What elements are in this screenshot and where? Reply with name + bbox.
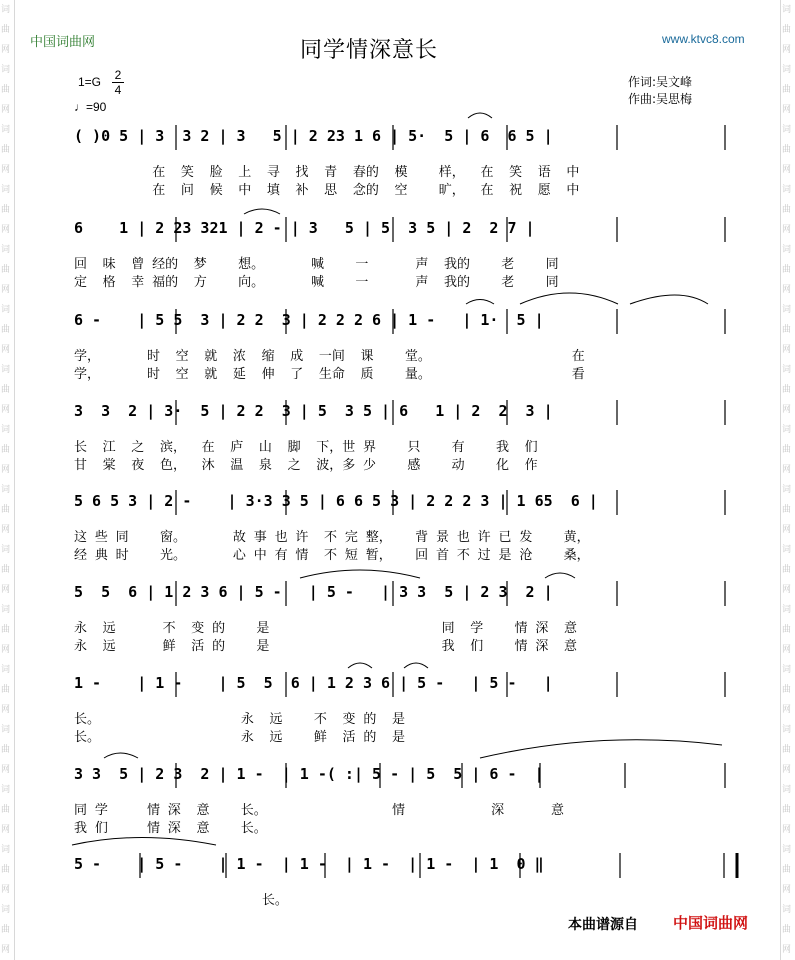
notation-row: 3 3 5 | 2 3 2 | 1 - | 1 -( :| 5 - | 5 5 | 6 - |	[74, 765, 544, 783]
watermark-char: 曲	[782, 865, 792, 875]
watermark-char: 曲	[782, 625, 792, 635]
watermark-char: 词	[782, 305, 792, 315]
tempo-marking: ♩=90	[74, 100, 107, 114]
watermark-char: 词	[1, 245, 11, 255]
lyric-verse-2: 甘 棠 夜 色， 沐 温 泉 之 波，多 少 感 动 化 作	[74, 458, 538, 473]
watermark-char: 网	[782, 165, 792, 175]
lyric-verse-1: 长 江 之 滨， 在 庐 山 脚 下，世 界 只 有 我 们	[74, 440, 538, 455]
watermark-char: 网	[782, 585, 792, 595]
watermark-char: 词	[1, 185, 11, 195]
watermark-char: 曲	[1, 805, 11, 815]
watermark-char: 词	[1, 425, 11, 435]
watermark-char: 词	[1, 65, 11, 75]
watermark-char: 词	[1, 845, 11, 855]
watermark-char: 曲	[782, 205, 792, 215]
watermark-char: 曲	[1, 145, 11, 155]
watermark-char: 词	[1, 905, 11, 915]
watermark-char: 词	[782, 725, 792, 735]
watermark-char: 网	[782, 525, 792, 535]
watermark-char: 词	[782, 485, 792, 495]
watermark-char: 词	[1, 5, 11, 15]
watermark-char: 词	[1, 305, 11, 315]
watermark-char: 网	[782, 405, 792, 415]
watermark-char: 词	[1, 545, 11, 555]
watermark-char: 网	[782, 645, 792, 655]
watermark-char: 词	[1, 605, 11, 615]
lyric-verse-2: 在 问 候 中 填 补 思 念的 空 旷， 在 祝 愿 中	[74, 183, 580, 198]
lyric-verse-1: 学， 时 空 就 浓 缩 成 一间 课 堂。 在	[74, 349, 585, 364]
notation-row: 3 3 2 | 3· 5 | 2 2 3 | 5 3 5 | 6 1 | 2 2 3 |	[74, 402, 553, 420]
watermark-char: 网	[782, 225, 792, 235]
source-brand-link[interactable]: 中国词曲网	[673, 914, 749, 932]
watermark-char: 曲	[782, 25, 792, 35]
watermark-char: 曲	[1, 745, 11, 755]
watermark-char: 词	[782, 245, 792, 255]
source-label: 本曲谱源自	[568, 917, 638, 933]
watermark-char: 网	[1, 885, 11, 895]
watermark-char: 网	[1, 345, 11, 355]
watermark-char: 词	[782, 905, 792, 915]
watermark-char: 曲	[782, 805, 792, 815]
lyric-verse-2: 定 格 幸 福的 方 向。 喊 一 声 我的 老 同	[74, 275, 559, 290]
watermark-char: 曲	[1, 445, 11, 455]
watermark-char: 词	[782, 605, 792, 615]
watermark-char: 网	[782, 945, 792, 955]
watermark-char: 曲	[1, 325, 11, 335]
watermark-char: 网	[1, 465, 11, 475]
watermark-char: 词	[782, 125, 792, 135]
notation-row: 5 - | 5 - | 1 - | 1 - | 1 - | 1 - | 1 0 ‖	[74, 855, 544, 873]
watermark-char: 网	[1, 945, 11, 955]
watermark-char: 曲	[782, 85, 792, 95]
watermark-char: 词	[782, 425, 792, 435]
watermark-char: 词	[782, 665, 792, 675]
watermark-char: 曲	[1, 505, 11, 515]
watermark-char: 曲	[1, 265, 11, 275]
watermark-char: 曲	[782, 685, 792, 695]
lyric-verse-1: 回 味 曾 经的 梦 想。 喊 一 声 我的 老 同	[74, 257, 559, 272]
lyric-verse-2: 永 远 鲜 活 的 是 我 们 情 深 意	[74, 639, 578, 654]
time-signature-top: 2	[114, 68, 122, 82]
notation-row: 5 6 5 3 | 2 - | 3·3 3 5 | 6 6 5 3 | 2 2 2 3 | 1 65 6 |	[74, 492, 598, 510]
lyricist-credit: 作词:吴文峰	[628, 75, 693, 89]
watermark-char: 词	[1, 725, 11, 735]
watermark-char: 曲	[782, 565, 792, 575]
lyric-verse-2: 长。 永 远 鲜 活 的 是	[74, 730, 405, 745]
lyric-verse-1: 永 远 不 变 的 是 同 学 情 深 意	[74, 621, 578, 636]
watermark-char: 词	[782, 785, 792, 795]
notation-row: ( )0 5 | 3 3 2 | 3 5 | 2 23 1 6 | 5· 5 | 6 6 5 |	[74, 127, 553, 145]
lyric-verse-2: 我 们 情 深 意 长。	[74, 821, 267, 836]
watermark-char: 曲	[1, 385, 11, 395]
notation-row: 6 - | 5 5 3 | 2 2 3 | 2 2 2 6 | 1 - | 1· 5 |	[74, 311, 544, 329]
watermark-char: 曲	[1, 205, 11, 215]
watermark-char: 曲	[1, 685, 11, 695]
watermark-char: 词	[782, 5, 792, 15]
notation-row: 1 - | 1 - | 5 5 6 | 1 2 3 6 | 5 - | 5 - |	[74, 674, 553, 692]
watermark-char: 词	[782, 65, 792, 75]
watermark-char: 词	[1, 485, 11, 495]
watermark-char: 词	[1, 125, 11, 135]
watermark-char: 曲	[1, 865, 11, 875]
lyric-verse-1: 这 些 同 窗。 故 事 也 许 不 完 整， 背 景 也 许 已 发 黄，	[74, 530, 590, 545]
notation-row: 5 5 6 | 1 2 3 6 | 5 - | 5 - | 3 3 5 | 2 3 2 |	[74, 583, 553, 601]
lyric-verse-1: 长。	[74, 893, 288, 908]
lyric-verse-1: 长。 永 远 不 变 的 是	[74, 712, 405, 727]
watermark-char: 词	[782, 845, 792, 855]
watermark-char: 曲	[782, 145, 792, 155]
watermark-char: 网	[782, 45, 792, 55]
watermark-char: 曲	[1, 85, 11, 95]
watermark-char: 曲	[782, 445, 792, 455]
watermark-char: 词	[782, 365, 792, 375]
site-name-top-left[interactable]: 中国词曲网	[30, 35, 96, 50]
watermark-char: 网	[1, 525, 11, 535]
watermark-char: 网	[1, 105, 11, 115]
watermark-char: 曲	[1, 565, 11, 575]
song-title: 同学情深意长	[300, 38, 439, 63]
lyric-verse-2: 经 典 时 光。 心 中 有 情 不 短 暂， 回 首 不 过 是 沧 桑，	[74, 548, 590, 563]
composer-credit: 作曲:吴思梅	[628, 92, 693, 106]
watermark-char: 网	[782, 885, 792, 895]
watermark-char: 词	[782, 185, 792, 195]
watermark-char: 曲	[1, 625, 11, 635]
watermark-char: 网	[782, 765, 792, 775]
lyric-verse-1: 同 学 情 深 意 长。 情 深 意	[74, 803, 565, 818]
watermark-char: 曲	[782, 325, 792, 335]
watermark-char: 网	[782, 285, 792, 295]
watermark-char: 曲	[782, 505, 792, 515]
watermark-char: 曲	[782, 385, 792, 395]
watermark-char: 词	[1, 785, 11, 795]
watermark-char: 网	[1, 585, 11, 595]
lyric-verse-1: 在 笑 脸 上 寻 找 青 春的 模 样， 在 笑 语 中	[74, 165, 580, 180]
watermark-char: 网	[782, 825, 792, 835]
watermark-char: 曲	[782, 265, 792, 275]
watermark-char: 网	[1, 285, 11, 295]
watermark-char: 曲	[1, 925, 11, 935]
watermark-char: 曲	[1, 25, 11, 35]
notation-row: 6 1 | 2 23 321 | 2 - | 3 5 | 5 3 5 | 2 2 7 |	[74, 219, 535, 237]
watermark-char: 网	[1, 645, 11, 655]
watermark-char: 网	[782, 105, 792, 115]
lyric-verse-2: 学， 时 空 就 延 伸 了 生命 质 量。 看	[74, 367, 585, 382]
watermark-char: 网	[782, 465, 792, 475]
watermark-char: 词	[1, 365, 11, 375]
key-signature: 1=G	[78, 75, 102, 89]
site-url-top-right[interactable]: www.ktvc8.com	[662, 32, 745, 46]
watermark-char: 曲	[782, 745, 792, 755]
watermark-char: 词	[782, 545, 792, 555]
watermark-char: 网	[1, 825, 11, 835]
time-signature-bottom: 4	[114, 83, 122, 97]
watermark-char: 网	[1, 165, 11, 175]
watermark-char: 网	[1, 405, 11, 415]
watermark-char: 网	[782, 345, 792, 355]
watermark-char: 曲	[782, 925, 792, 935]
watermark-char: 词	[1, 665, 11, 675]
watermark-char: 网	[1, 45, 11, 55]
watermark-char: 网	[1, 225, 11, 235]
watermark-char: 网	[782, 705, 792, 715]
watermark-char: 网	[1, 765, 11, 775]
watermark-char: 网	[1, 705, 11, 715]
